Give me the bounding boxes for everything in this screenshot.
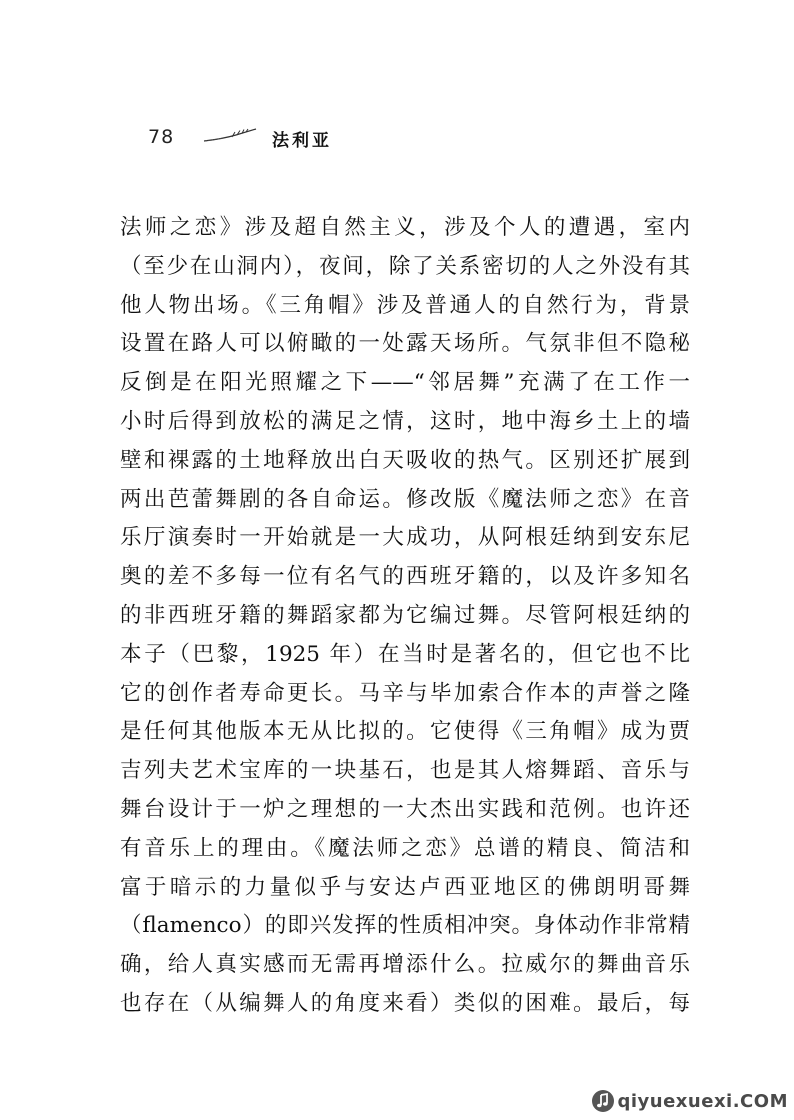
text-line: 两出芭蕾舞剧的各自命运。修改版《魔法师之恋》在音 xyxy=(120,486,690,512)
text-line: 法师之恋》涉及超自然主义，涉及个人的遭遇，室内 xyxy=(120,215,690,240)
page-number: 78 xyxy=(148,126,175,148)
text-line: （至少在山洞内），夜间，除了关系密切的人之外没有其 xyxy=(120,253,690,279)
page-header xyxy=(148,126,448,156)
text-line: 乐厅演奏时一开始就是一大成功，从阿根廷纳到安东尼 xyxy=(120,525,690,551)
text-line: 是任何其他版本无从比拟的。它使得《三角帽》成为贾 xyxy=(120,719,690,745)
text-line: 富于暗示的力量似乎与安达卢西亚地区的佛朗明哥舞 xyxy=(120,874,690,900)
text-line: 壁和裸露的土地释放出白天吸收的热气。区别还扩展到 xyxy=(120,447,690,473)
text-line: 奥的差不多每一位有名气的西班牙籍的，以及许多知名 xyxy=(120,564,690,590)
text-line: 反倒是在阳光照耀之下——“邻居舞”充满了在工作一 xyxy=(120,370,690,396)
text-line: 它的创作者寿命更长。马辛与毕加索合作本的声誉之隆 xyxy=(120,680,690,706)
text-line: 他人物出场。《三角帽》涉及普通人的自然行为，背景 xyxy=(120,292,690,318)
site-watermark xyxy=(591,1086,789,1116)
text-line: 设置在路人可以俯瞰的一处露天场所。气氛非但不隐秘 xyxy=(120,331,690,357)
text-line: 小时后得到放松的满足之情，这时，地中海乡土上的墙 xyxy=(120,408,690,434)
body-text xyxy=(120,209,690,1024)
quill-ornament-icon xyxy=(202,128,258,144)
text-line: 吉列夫艺术宝库的一块基石，也是其人熔舞蹈、音乐与 xyxy=(120,758,690,784)
running-title: 法利亚 xyxy=(272,131,332,151)
music-note-icon xyxy=(591,1089,615,1113)
text-line: 的非西班牙籍的舞蹈家都为它编过舞。尽管阿根廷纳的 xyxy=(120,602,690,628)
text-line: 确，给人真实感而无需再增添什么。拉威尔的舞曲音乐 xyxy=(120,952,690,978)
text-line: 舞台设计于一炉之理想的一大杰出实践和范例。也许还 xyxy=(120,796,690,822)
watermark-text: qiyuexuexi.COM xyxy=(617,1090,788,1112)
text-line: 有音乐上的理由。《魔法师之恋》总谱的精良、简洁和 xyxy=(120,835,690,861)
text-line: 本子（巴黎，1925 年）在当时是著名的，但它也不比 xyxy=(120,641,690,667)
text-line: （flamenco）的即兴发挥的性质相冲突。身体动作非常精 xyxy=(120,913,690,939)
text-line: 也存在（从编舞人的角度来看）类似的困难。最后，每 xyxy=(120,990,690,1016)
